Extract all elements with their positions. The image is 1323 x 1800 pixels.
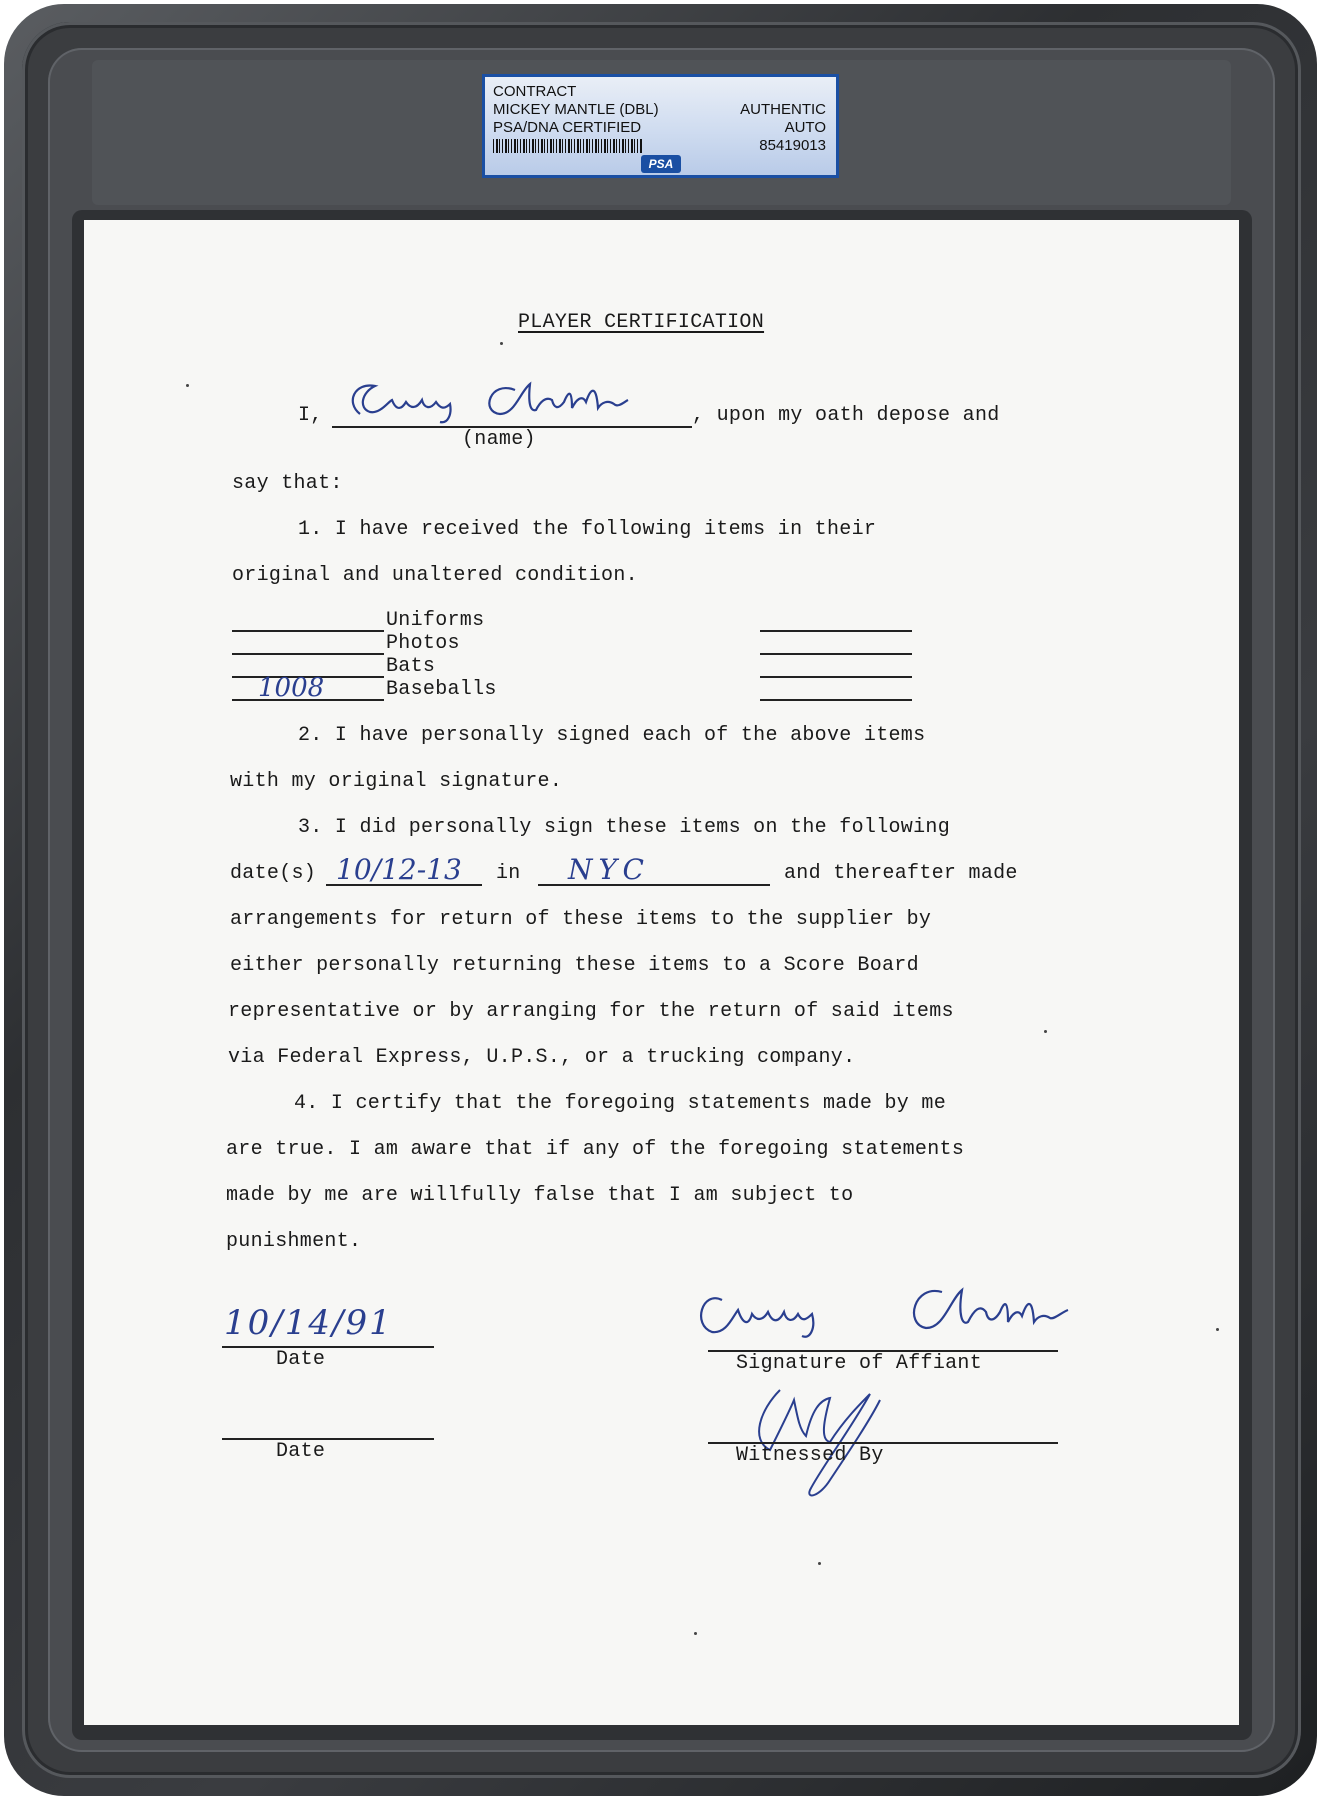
- label-authentic: AUTHENTIC: [740, 101, 826, 118]
- item4-line-4: punishment.: [226, 1230, 362, 1253]
- dates-line: [326, 884, 482, 886]
- item3-line-3: arrangements for return of these items to the supplier by: [230, 908, 932, 931]
- name-caption: (name): [462, 428, 536, 451]
- extra-line-1: [760, 630, 912, 632]
- item1-line-2: original and unaltered condition.: [232, 564, 638, 587]
- date-value-1: 10/14/91: [224, 1303, 393, 1343]
- baseballs-count: 1008: [258, 673, 325, 703]
- label-cert-number: 85419013: [759, 137, 826, 154]
- item-line-photos: [232, 653, 384, 655]
- item3-line-4: either personally returning these items to a Score Board: [230, 954, 919, 977]
- date-label-2: Date: [276, 1440, 326, 1463]
- item-label-uniforms: Uniforms: [386, 609, 485, 632]
- psa-logo: PSA: [641, 155, 681, 173]
- label-auto: AUTO: [784, 119, 826, 136]
- item3-date-prefix: date(s): [230, 862, 317, 885]
- intro-suffix: , upon my oath depose and: [692, 404, 1000, 427]
- item-line-baseballs: [232, 699, 384, 701]
- item3-dates: 10/12-13: [336, 853, 462, 886]
- extra-line-4: [760, 699, 912, 701]
- witness-signature: [720, 1370, 960, 1510]
- affiant-label: Signature of Affiant: [736, 1352, 983, 1375]
- date-line-2: [222, 1438, 434, 1440]
- paper-speck: [818, 1562, 821, 1565]
- item4-line-3: made by me are willfully false that I am subject to: [226, 1184, 854, 1207]
- item2-line-1: 2. I have personally signed each of the above items: [298, 724, 926, 747]
- intro-prefix: I,: [298, 404, 323, 427]
- witness-label: Witnessed By: [736, 1444, 884, 1467]
- affiant-signature: [682, 1270, 1142, 1350]
- date-line-1: [222, 1346, 434, 1348]
- barcode-icon: [493, 139, 643, 153]
- item-line-uniforms: [232, 630, 384, 632]
- item-label-photos: Photos: [386, 632, 460, 655]
- item4-line-2: are true. I am aware that if any of the foregoing statements: [226, 1138, 965, 1161]
- item3-line-1: 3. I did personally sign these items on the following: [298, 816, 951, 839]
- psa-certification-label: [482, 74, 839, 178]
- paper-speck: [186, 384, 189, 387]
- paper-speck: [1044, 1030, 1047, 1033]
- item3-in: in: [496, 862, 521, 885]
- extra-line-3: [760, 676, 912, 678]
- paper-speck: [500, 342, 503, 345]
- paper-speck: [1216, 1328, 1219, 1331]
- label-item-type: CONTRACT: [493, 83, 577, 100]
- extra-line-2: [760, 653, 912, 655]
- paper-speck: [694, 1632, 697, 1635]
- item3-after: and thereafter made: [784, 862, 1018, 885]
- intro-line-2: say that:: [232, 472, 343, 495]
- item4-line-1: 4. I certify that the foregoing statements made by me: [294, 1092, 947, 1115]
- item3-line-6: via Federal Express, U.P.S., or a trucking company.: [228, 1046, 856, 1069]
- name-signature: [340, 372, 700, 432]
- item3-line-5: representative or by arranging for the return of said items: [228, 1000, 954, 1023]
- label-certifier: PSA/DNA CERTIFIED: [493, 119, 642, 136]
- label-player: MICKEY MANTLE (DBL): [493, 101, 659, 118]
- document-title: PLAYER CERTIFICATION: [518, 311, 765, 334]
- item-label-baseballs: Baseballs: [386, 678, 497, 701]
- item1-line-1: 1. I have received the following items in their: [298, 518, 877, 541]
- date-label-1: Date: [276, 1348, 326, 1371]
- item-label-bats: Bats: [386, 655, 436, 678]
- item2-line-2: with my original signature.: [230, 770, 563, 793]
- place-line: [538, 884, 770, 886]
- item3-place: NYC: [568, 853, 650, 886]
